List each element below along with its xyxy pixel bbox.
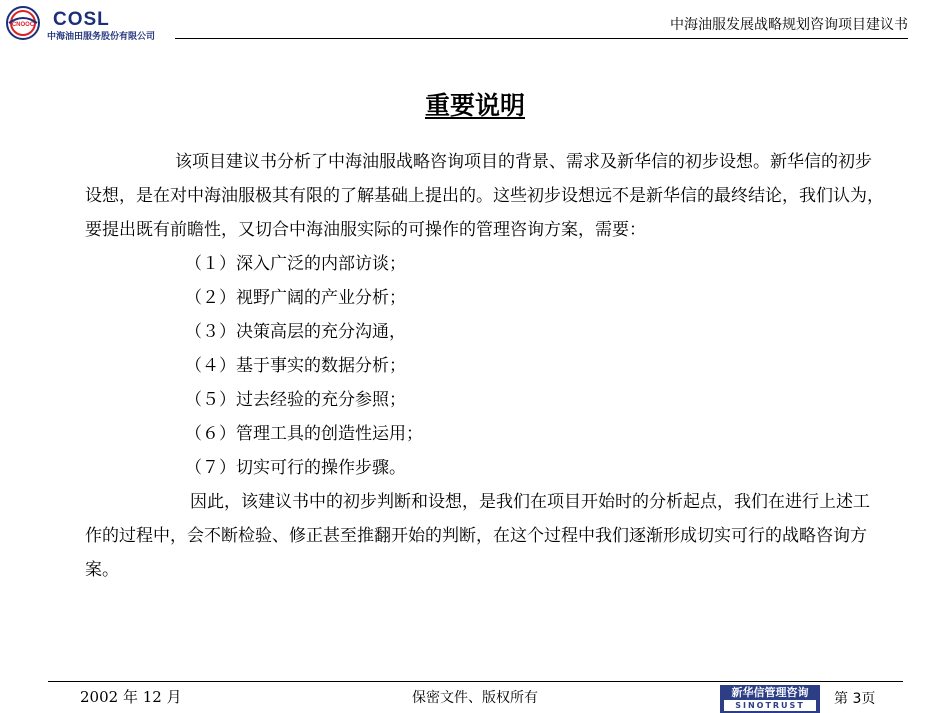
item-number: （２） bbox=[185, 288, 236, 308]
footer-divider bbox=[48, 681, 903, 682]
header-divider bbox=[175, 38, 908, 39]
requirements-list bbox=[85, 247, 885, 485]
item-text: 视野广阔的产业分析； bbox=[236, 288, 406, 308]
list-item bbox=[85, 349, 885, 383]
item-text: 过去经验的充分参照； bbox=[236, 390, 406, 410]
list-item bbox=[85, 247, 885, 281]
list-item bbox=[85, 383, 885, 417]
intro-paragraph: 该项目建议书分析了中海油服战略咨询项目的背景、需求及新华信的初步设想。新华信的初步设想，是在对中海油服极其有限的了解基础上提出的。这些初步设想远不是新华信的最终结论，我们认为，要提出既有前瞻性，又切合中海油服实际的可操作的管理咨询方案，需要： bbox=[85, 152, 884, 240]
item-number: （７） bbox=[185, 458, 236, 478]
item-text: 管理工具的创造性运用； bbox=[236, 424, 423, 444]
logo-text: COSL bbox=[53, 9, 110, 30]
item-text: 决策高层的充分沟通， bbox=[236, 322, 406, 342]
item-text: 切实可行的操作步骤。 bbox=[236, 458, 406, 478]
item-number: （３） bbox=[185, 322, 236, 342]
item-text: 基于事实的数据分析； bbox=[236, 356, 406, 376]
company-name: 中海油田服务股份有限公司 bbox=[47, 32, 156, 42]
item-number: （４） bbox=[185, 356, 236, 376]
list-item bbox=[85, 315, 885, 349]
cosl-logo bbox=[5, 5, 205, 41]
list-item bbox=[85, 451, 885, 485]
header bbox=[0, 0, 950, 44]
footer-date: 2002 年 12 月 bbox=[80, 688, 182, 706]
item-number: （６） bbox=[185, 424, 236, 444]
cnooc-emblem-icon bbox=[5, 5, 43, 41]
sinotrust-logo bbox=[720, 685, 820, 713]
list-item bbox=[85, 417, 885, 451]
document-title: 中海油服发展战略规划咨询项目建议书 bbox=[670, 17, 908, 33]
item-number: （１） bbox=[185, 254, 236, 274]
body-content bbox=[85, 145, 885, 587]
conclusion-paragraph: 因此，该建议书中的初步判断和设想，是我们在项目开始时的分析起点，我们在进行上述工作的过程中，会不断检验、修正甚至推翻开始的判断，在这个过程中我们逐渐形成切实可行的战略咨询方案。 bbox=[85, 492, 870, 580]
item-text: 深入广泛的内部访谈； bbox=[236, 254, 406, 274]
svg-text:CNOOC: CNOOC bbox=[11, 22, 35, 28]
sinotrust-logo-en: SINOTRUST bbox=[724, 700, 816, 711]
item-number: （５） bbox=[185, 390, 236, 410]
list-item bbox=[85, 281, 885, 315]
page-number: 第 3页 bbox=[834, 691, 876, 707]
confidential-notice: 保密文件、版权所有 bbox=[412, 690, 538, 706]
sinotrust-logo-cn: 新华信管理咨询 bbox=[731, 686, 809, 699]
page-title: 重要说明 bbox=[424, 91, 525, 120]
